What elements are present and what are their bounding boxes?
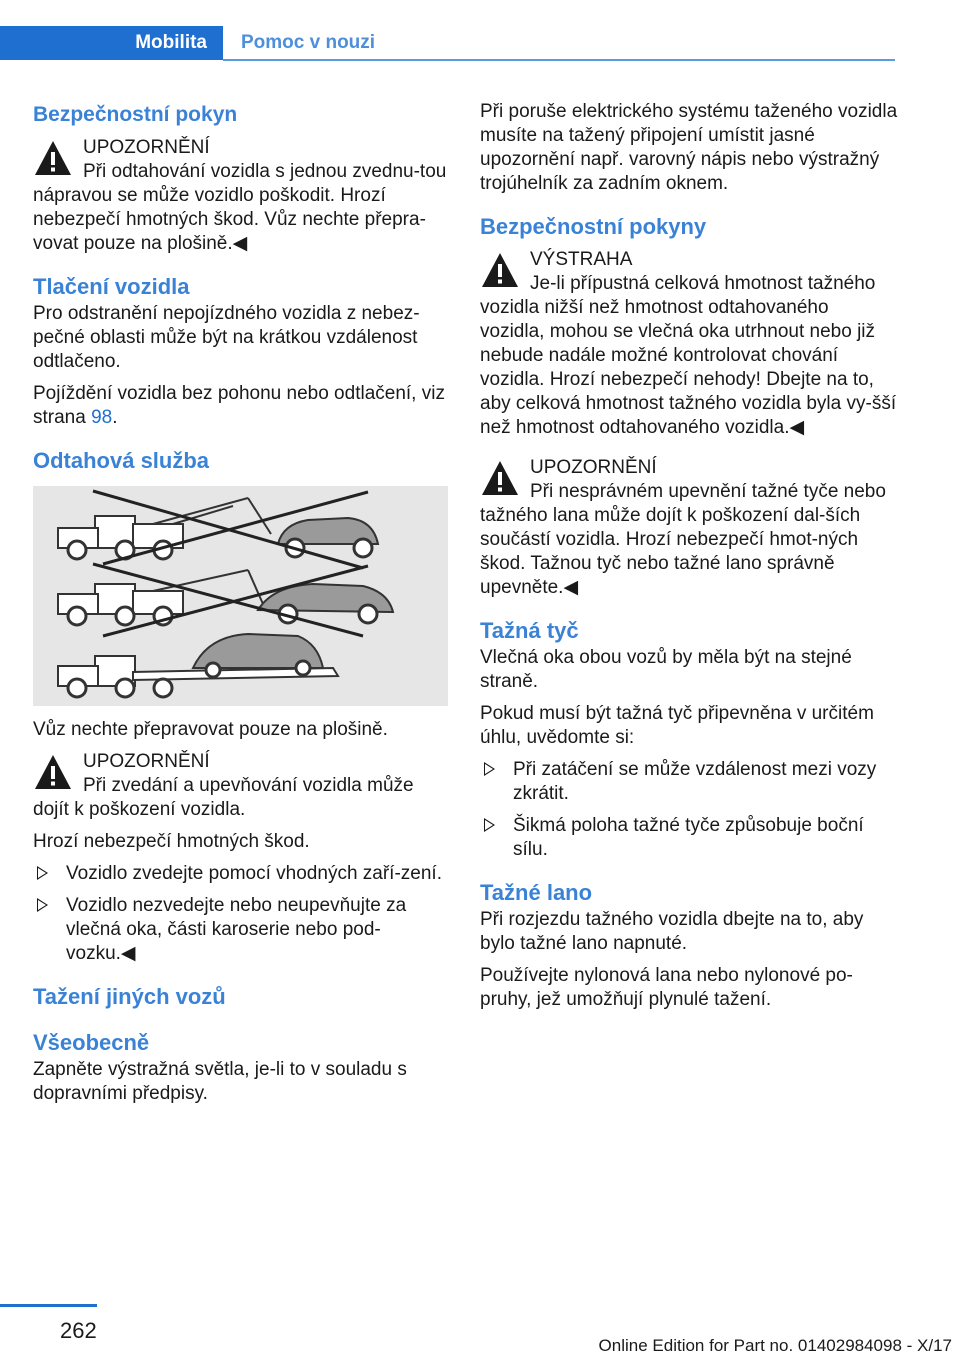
warning-title: VÝSTRAHA — [530, 249, 633, 270]
heading-tow-bar: Tažná tyč — [480, 618, 579, 643]
list-item-text: Při zatáčení se může vzdálenost mezi vozy zkrátit. — [513, 759, 877, 804]
arrow-bullet-icon — [37, 898, 48, 912]
tab-divider — [223, 59, 895, 61]
paragraph-bar-1: Vlečná oka obou vozů by měla být na stejné straně. — [480, 647, 852, 692]
heading-tow-service: Odtahová služba — [33, 448, 210, 473]
heading-tow-rope: Tažné lano — [480, 880, 593, 905]
figure-caption: Vůz nechte přepravovat pouze na plošině. — [33, 719, 388, 740]
left-column — [33, 100, 448, 1114]
arrow-bullet-icon — [484, 818, 495, 832]
warning-text: Při zvedání a upevňování vozidla může dojít k poškození vozidla. — [33, 775, 414, 820]
tab-pomoc-v-nouzi[interactable]: Pomoc v nouzi — [241, 32, 376, 53]
bullet-list — [480, 758, 898, 862]
warning-title: UPOZORNĚNÍ — [83, 751, 210, 772]
paragraph-bar-2: Pokud musí být tažná tyč připevněna v určitém úhlu, uvědomte si: — [480, 703, 874, 748]
paragraph-push-1: Pro odstranění nepojízdného vozidla z nebez‐pečné oblasti může být na krátkou vzdálenost odtlačeno. — [33, 303, 420, 372]
page-link[interactable]: 98 — [91, 407, 113, 428]
right-column — [480, 100, 898, 1020]
paragraph-text: Pojíždění vozidla bez pohonu nebo odtlačení, viz strana — [33, 383, 445, 428]
danger-block — [480, 248, 898, 440]
heading-general: Všeobecně — [33, 1030, 150, 1055]
page-number: 262 — [60, 1318, 97, 1343]
paragraph-intro: Při poruše elektrického systému taženého vozidla musíte na tažený připojení umístit jasné upozornění např. varovný nápis nebo výstražný trojúhelník za zadním oknem. — [480, 101, 898, 194]
heading-safety-note: Bezpečnostní pokyn — [33, 103, 238, 126]
list-item — [33, 862, 448, 886]
list-item — [480, 814, 898, 862]
warning-triangle-icon — [480, 250, 520, 290]
list-item-text: Vozidlo zvedejte pomocí vhodných zaří‐zení. — [66, 863, 442, 884]
chapter-tabs — [0, 26, 375, 60]
warning-text: Je-li přípustná celková hmotnost tažného vozidla nižší než hmotnost odtahovaného vozidla, mohou se vlečná oka utrhnout nebo již nebude nadále možné kontrolovat chování vozidla. Hrozí nebezpečí nehody! Dbejte na to, aby celková hmotnost tažného vozidla byla vy‐šší než hmotnost odtahovaného vozidla.◀ — [480, 273, 897, 438]
warning-block-1 — [33, 136, 448, 256]
paragraph-rope-2: Používejte nylonová lana nebo nylonové po‐pruhy, jež umožňují plynulé tažení. — [480, 965, 853, 1010]
warning-triangle-icon — [33, 138, 73, 178]
warning-text-continued: Hrozí nebezpečí hmotných škod. — [33, 831, 310, 852]
warning-text: Při nesprávném upevnění tažné tyče nebo tažného lana může dojít k poškození dal‐ších součástí vozidla. Hrozí nebezpečí hmot‐ných škod. Tažnou tyč nebo tažné lano správně upevněte.◀ — [480, 481, 886, 598]
heading-push-vehicle: Tlačení vozidla — [33, 274, 190, 299]
list-item — [33, 894, 448, 966]
paragraph-rope-1: Při rozjezdu tažného vozidla dbejte na to, aby bylo tažné lano napnuté. — [480, 909, 864, 954]
tab-mobilita[interactable]: Mobilita — [0, 26, 223, 60]
warning-triangle-icon — [480, 458, 520, 498]
arrow-bullet-icon — [37, 866, 48, 880]
paragraph-general: Zapněte výstražná světla, je-li to v souladu s dopravními předpisy. — [33, 1059, 407, 1104]
paragraph-push-2 — [33, 382, 448, 430]
heading-towing-others: Tažení jiných vozů — [33, 984, 226, 1009]
list-item — [480, 758, 898, 806]
heading-safety-notes: Bezpečnostní pokyny — [480, 214, 707, 239]
warning-text: Při odtahování vozidla s jednou zvednu‐tou nápravou se může vozidlo poškodit. Hrozí nebezpečí hmotných škod. Vůz nechte přepra‐vovat pouze na plošině.◀ — [33, 161, 447, 254]
bullet-list — [33, 862, 448, 966]
edition-footer: Online Edition for Part no. 01402984098 - X/17 — [598, 1336, 952, 1355]
list-item-text: Šikmá poloha tažné tyče způsobuje boční sílu. — [513, 815, 864, 860]
tow-trucks-illustration — [33, 486, 448, 706]
warning-title: UPOZORNĚNÍ — [83, 137, 210, 158]
warning-triangle-icon — [33, 752, 73, 792]
warning-title: UPOZORNĚNÍ — [530, 457, 657, 478]
page-number-rule — [0, 1304, 97, 1307]
list-item-text: Vozidlo nezvedejte nebo neupevňujte za vlečná oka, části karoserie nebo pod‐vozku.◀ — [66, 895, 407, 964]
warning-block-2 — [33, 750, 448, 822]
warning-block-3 — [480, 456, 898, 600]
tow-illustration — [33, 486, 448, 706]
paragraph-text-end: . — [112, 407, 118, 428]
arrow-bullet-icon — [484, 762, 495, 776]
